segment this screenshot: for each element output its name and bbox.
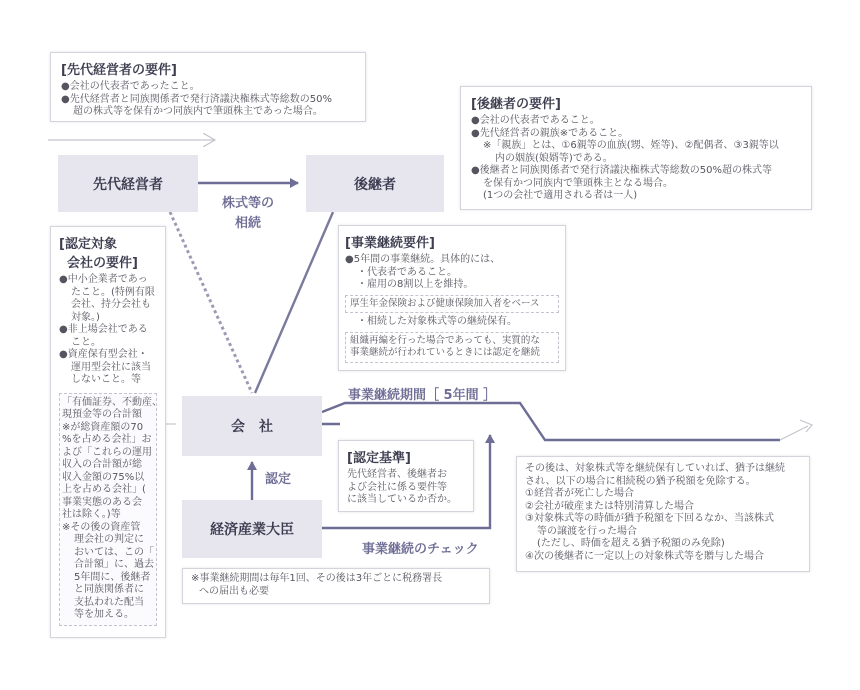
business-requirements-card [338,225,566,371]
successor-company-line [255,212,333,393]
company-note-line: 5年間に、後継者 [74,571,151,583]
company-note-line: と同族関係者に [74,584,144,595]
predecessor-req-line: ●会社の代表者であったこと。 [61,81,200,92]
company-note-line: ※その後の資産管 [62,521,141,533]
company-note-line: 「有価証券、不動産、 [62,396,162,408]
predecessor-req-line: ●先代経営者と同族関係者で発行済議決権株式等総数の50% [61,93,332,105]
successor-req-line: ●先代経営者の親族※であること。 [471,127,629,139]
footnote-card [182,568,490,604]
after-line: ①経営者が死亡した場合 [525,488,634,499]
successor-req-line: ●会社の代表者であること。 [471,115,600,126]
company-note-line: 合計額」に、過去 [74,559,154,570]
company-node: 会 社 [182,396,322,456]
criteria-line: よび会社に係る要件等 [347,481,447,493]
company-req-note [59,393,162,626]
footnote-line: ※事業継続期間は毎年1回、その後は3年ごとに税務署長 [191,573,443,584]
successor-req-line: (1つの会社で適用される者は一人) [483,190,638,201]
period-arrow-tip [800,420,812,432]
period-label: 事業継続期間［ 5年間 ］ [348,388,497,403]
business-req-dashed-note [345,332,559,363]
business-req-dashed-text: 厚生年金保険および健康保険加入者をベース [350,297,540,309]
business-requirements-title: [事業継続要件] [345,236,435,251]
company-req-line: 会社、持分会社も [71,299,151,310]
company-req-line: たこと。(特例有限 [71,286,155,298]
company-req-line: しないこと。等 [71,374,141,385]
successor-req-line: ●後継者と同族関係者で発行済議決権株式等総数の50%超の株式等 [471,165,772,176]
after-line: その後は、対象株式等を継続保有していれば、猶予は継続 [525,463,785,474]
predecessor-company-dotted [170,212,252,393]
company-req-line: こと。 [71,336,101,348]
after-line: ③対象株式等の時価が猶予税額を下回るなか、当該株式 [525,513,774,524]
criteria-line: に該当しているか否か。 [347,494,457,505]
period-line [322,403,780,440]
successor-req-line: ※「親族」とは、①6親等の血族(甥、姪等)、②配偶者、③3親等以 [483,140,779,151]
company-req-line: ●資産保有型会社・ [59,349,148,360]
successor-node: 後継者 [306,155,444,212]
meti-node: 経済産業大臣 [182,500,322,558]
successor-requirements-card [460,86,812,210]
period-arrow-extension [780,426,808,440]
after-line: ②会社が破産または特別清算した場合 [525,500,694,512]
inherit-label-1: 株式等の [222,196,275,211]
predecessor-req-line: 超の株式等を保有かつ同族内で筆頭株主であった場合。 [73,106,323,117]
successor-requirements-title: [後継者の要件] [471,97,561,112]
company-req-line: ●中小企業者であっ [59,274,148,285]
business-req-line: ・雇用の8割以上を維持。 [357,279,474,290]
criteria-line: 先代経営者、後継者お [347,469,447,480]
after-line: 等の譲渡を行った場合 [537,525,637,537]
business-req-dashed-note [345,295,559,314]
criteria-title: [認定基準] [347,451,411,466]
company-note-line: おいては、この「 [74,546,154,558]
after-period-card [516,456,810,572]
footnote-line: への届出も必要 [199,585,269,597]
company-note-line: よび「これらの運用 [62,446,152,458]
successor-req-line: 内の姻族(娘婿等)である。 [495,152,613,164]
after-line: され、以下の場合に相続税の猶予税額を免除する。 [525,475,756,487]
company-requirements-card [50,226,166,638]
company-note-line: ※が総資産額の70 [62,421,144,433]
business-req-line: ・相続した対象株式等の継続保有。 [357,316,517,327]
company-req-line: 対象。) [71,311,100,323]
company-note-line: 現預金等の合計額 [62,409,142,420]
after-line: ④次の後継者に一定以上の対象株式等を贈与した場合 [525,550,764,562]
company-note-line: %を占める会社」お [62,434,152,445]
business-req-line: ・代表者であること。 [357,266,457,278]
predecessor-node: 先代経営者 [58,155,198,212]
company-requirements-title: 会社の要件] [67,256,138,271]
business-req-dashed-text: 組織再編を行った場合であっても、実質的な [350,334,540,346]
inherit-label-2: 相続 [235,216,262,231]
company-note-line: 上を占める会社」( [62,484,146,495]
company-req-line: ●非上場会社である [59,324,148,335]
certify-label: 認定 [265,472,292,487]
after-line: (ただし、時価を超える猶予税額のみ免除) [537,538,725,549]
successor-req-line: を保有かつ同族内で筆頭株主となる場合。 [483,177,673,189]
company-note-line: 等を加える。 [74,609,134,620]
company-requirements-title: [認定対象 [59,237,117,252]
check-label: 事業継続のチェック [362,542,479,557]
predecessor-requirements-title: [先代経営者の要件] [61,63,177,78]
criteria-card [338,440,474,512]
company-note-line: 収入の合計額が総 [62,459,142,470]
predecessor-requirements-card [50,52,366,122]
company-note-line: 収入金額の75%以 [62,471,145,483]
company-note-line: 支払われた配当 [74,596,144,608]
company-note-line: 理会社の判定に [74,534,144,545]
company-req-line: 運用型会社に該当 [71,361,151,373]
business-req-line: ●5年間の事業継続。具体的には、 [345,254,501,265]
company-note-line: 社は除く。)等 [62,509,121,520]
company-note-line: 事業実態のある会 [62,496,142,508]
business-req-dashed-text: 事業継続が行われているときには認定を継続 [350,347,541,358]
